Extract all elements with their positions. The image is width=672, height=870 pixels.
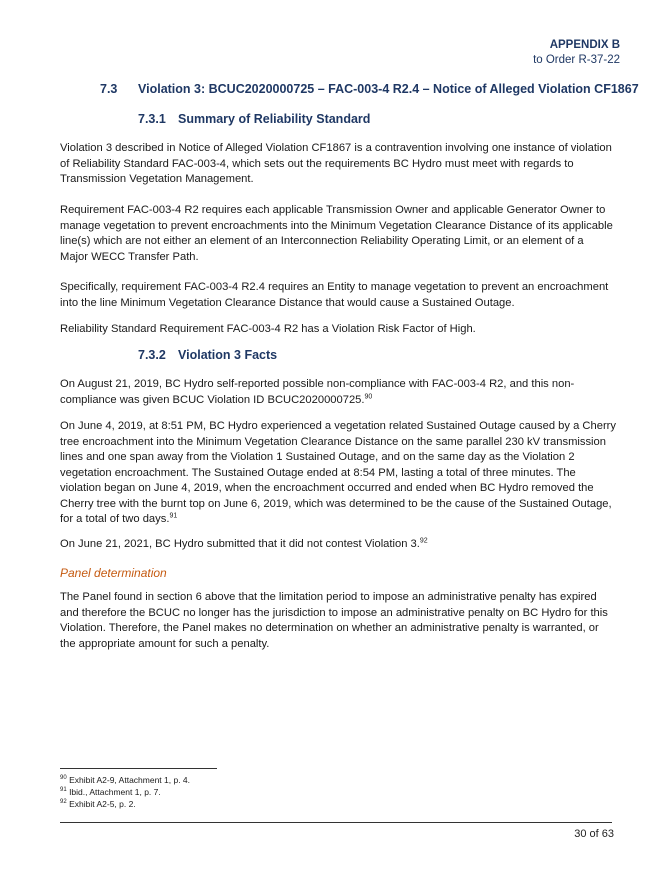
- section-heading: [100, 82, 639, 96]
- footnote-92: [60, 799, 136, 810]
- paragraph-risk-factor: [60, 322, 620, 338]
- paragraph-outage-facts: [60, 419, 620, 528]
- text-line: Reliability Standard Requirement FAC-003-4 R2 has a Violation Risk Factor of High.: [60, 323, 476, 335]
- text-line: [60, 537, 620, 553]
- appendix-label: APPENDIX B: [549, 39, 620, 51]
- paragraph-panel-determination: [60, 590, 620, 652]
- text-line: into the line Minimum Vegetation Clearance Distance that would cause a Sustained Outage.: [60, 296, 515, 309]
- section-number: 7.3: [100, 82, 118, 96]
- subsection-title: Summary of Reliability Standard: [178, 112, 371, 126]
- footnote-divider: [60, 768, 217, 769]
- order-reference: to Order R-37-22: [533, 54, 620, 66]
- subsection-number: 7.3.2: [138, 348, 166, 362]
- text-line: [60, 512, 620, 528]
- subsection-number: 7.3.1: [138, 112, 166, 126]
- text-line: Requirement FAC-003-4 R2 requires each applicable Transmission Owner and applicable Generator Owner to: [60, 204, 606, 216]
- text-line: Violation. Therefore, the Panel makes no determination on whether an administrative penalty is warranted, or: [60, 622, 599, 634]
- text-line: the appropriate amount for such a penalty.: [60, 637, 270, 650]
- section-title: Violation 3: BCUC2020000725 – FAC-003-4 R2.4 – Notice of Alleged Violation CF1867: [138, 82, 639, 96]
- text-line: vegetation encroachment. The Sustained Outage ended at 8:54 PM, lasting a total of three minutes. The: [60, 466, 576, 479]
- text-line: lines and one span away from the Violation 1 Sustained Outage, and on the same day as the Violation 2: [60, 451, 575, 463]
- panel-determination-heading: Panel determination: [60, 566, 167, 580]
- footnote-ref-91[interactable]: 91: [169, 512, 178, 520]
- subsection-title: Violation 3 Facts: [178, 348, 278, 362]
- text-line: Specifically, requirement FAC-003-4 R2.4 requires an Entity to manage vegetation to prevent an encroachment: [60, 281, 609, 293]
- text-fragment: for a total of two days.: [60, 513, 170, 525]
- paragraph-submission: [60, 537, 620, 553]
- footnote-90: [60, 775, 190, 786]
- paragraph-requirement-r2: [60, 203, 620, 265]
- paragraph-self-report: [60, 377, 620, 408]
- footnote-ref-92[interactable]: 92: [419, 537, 428, 545]
- subsection-heading-summary: [138, 112, 370, 126]
- paragraph-violation-description: [60, 141, 620, 188]
- text-line: and therefore the BCUC no longer has the jurisdiction to impose an administrative penalty on BC Hydro for this: [60, 606, 608, 619]
- footnote-text: Exhibit A2-9, Attachment 1, p. 4.: [69, 775, 191, 785]
- text-line: [60, 393, 620, 409]
- text-line: manage vegetation to prevent encroachments into the Minimum Vegetation Clearance Distance of its applicable: [60, 219, 613, 232]
- text-line: The Panel found in section 6 above that the limitation period to impose an administrative penalty has expired: [60, 591, 597, 603]
- paragraph-requirement-r24: [60, 280, 620, 311]
- text-line: Cherry tree with the burnt top on June 6, 2019, which was determined to be the cause of the Sustained Outage,: [60, 497, 612, 510]
- footnote-number: 91: [60, 787, 67, 794]
- footnote-number: 90: [60, 775, 67, 782]
- footnote-ref-90[interactable]: 90: [364, 392, 373, 400]
- footnote-text: Ibid., Attachment 1, p. 7.: [69, 787, 161, 797]
- text-line: Major WECC Transfer Path.: [60, 250, 199, 263]
- subsection-heading-facts: [138, 348, 277, 362]
- text-line: violation began on June 4, 2019, when the encroachment occurred and ended when BC Hydro removed the: [60, 482, 594, 494]
- footnote-text: Exhibit A2-5, p. 2.: [69, 799, 136, 809]
- footnote-91: [60, 787, 161, 798]
- text-line: On August 21, 2019, BC Hydro self-reported possible non-compliance with FAC-003-4 R2, and this non-: [60, 378, 575, 390]
- text-line: of Reliability Standard FAC-003-4, which sets out the requirements BC Hydro must meet with regards to: [60, 157, 574, 170]
- page-number: 30 of 63: [574, 828, 614, 840]
- text-line: Transmission Vegetation Management.: [60, 173, 254, 185]
- appendix-header: [533, 38, 620, 68]
- text-fragment: On June 21, 2021, BC Hydro submitted that it did not contest Violation 3.: [60, 538, 420, 550]
- footer-divider: [60, 822, 612, 823]
- text-fragment: compliance was given BCUC Violation ID BCUC2020000725.: [60, 393, 365, 406]
- text-line: line(s) which are not either an element of an Interconnection Reliability Operating Limit, or an element of a: [60, 235, 584, 247]
- text-line: On June 4, 2019, at 8:51 PM, BC Hydro experienced a vegetation related Sustained Outage caused by a Cherry: [60, 420, 616, 432]
- text-line: Violation 3 described in Notice of Alleged Violation CF1867 is a contravention involving one instance of violation: [60, 142, 612, 154]
- footnote-number: 92: [60, 799, 67, 806]
- text-line: tree encroachment into the Minimum Vegetation Clearance Distance on the same parallel 230 kV transmission: [60, 435, 606, 448]
